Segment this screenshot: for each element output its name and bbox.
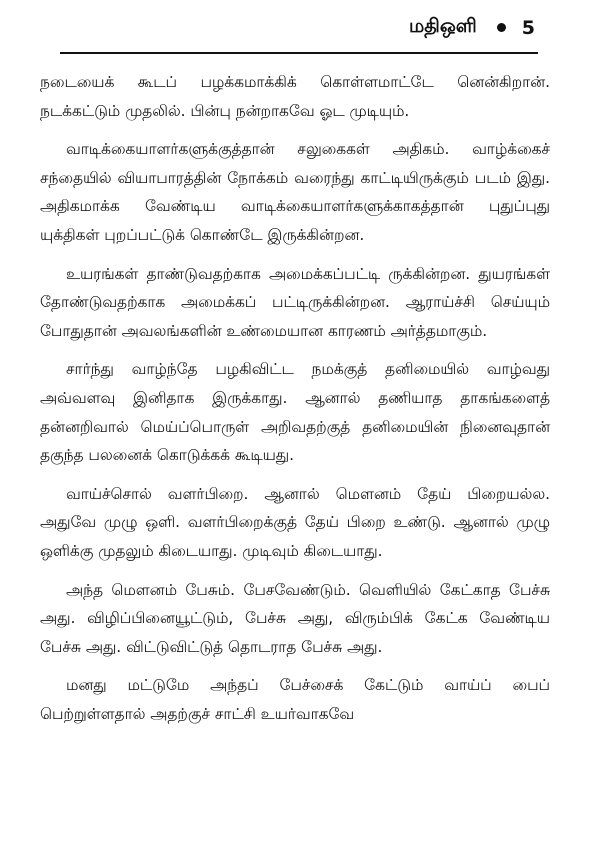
paragraph-6: அந்த மௌனம் பேசும். பேசவேண்டும். வெளியில் கேட்காத பேச்சு அது. விழிப்பினையூட்டும், பேச்சு அது, விரும்பிக் கேட்க வேண்டிய பேச்சு அது. விட்டுவிட்டுத் தொடராத பேச்சு அது. bbox=[40, 580, 550, 656]
page-number: 5 bbox=[521, 16, 535, 39]
paragraph-2: வாடிக்கையாளர்களுக்குத்தான் சலுகைகள் அதிகம். வாழ்க்கைச் சந்தையில் வியாபாரத்தின் நோக்கம் வரைந்து காட்டியிருக்கும் படம் இது. அதிகமாக்க வேண்டிய வாடிக்கையாளர்களுக்காகத்தான் புதுப்புது யுக்திகள் புறப்பட்டுக் கொண்டே இருக்கின்றன. bbox=[40, 140, 550, 244]
paragraph-1: நடையைக் கூடப் பழக்கமாக்கிக் கொள்ளமாட்டே னென்கிறான். நடக்கட்டும் முதலில். பின்பு நன்றாகவே ஓட முடியும். bbox=[40, 73, 550, 120]
paragraph-3: உயரங்கள் தாண்டுவதற்காக அமைக்கப்பட்டி ருக்கின்றன. துயரங்கள் தோண்டுவதற்காக அமைக்கப் பட்டிருக்கின்றன. ஆராய்ச்சி செய்யும் போதுதான் அவலங்களின் உண்மையான காரணம் அர்த்தமாகும். bbox=[40, 264, 550, 340]
paragraph-5: வாய்ச்சொல் வளர்பிறை. ஆனால் மௌனம் தேய் பிறையல்ல. அதுவே முழு ஒளி. வளர்பிறைக்குத் தேய் பிறை உண்டு. ஆனால் முழு ஒளிக்கு முதலும் கிடையாது. முடிவும் கிடையாது. bbox=[40, 484, 550, 560]
running-header bbox=[409, 15, 535, 40]
paragraph-4: சார்ந்து வாழ்ந்தே பழகிவிட்ட நமக்குத் தனிமையில் வாழ்வது அவ்வளவு இனிதாக இருக்காது. ஆனால் தணியாத தாகங்களைத் தன்னறிவால் மெய்ப்பொருள் அறிவதற்குத் தனிமையின் நினைவுதான் தகுந்த பலனைக் கொடுக்கக் கூடியது. bbox=[40, 360, 550, 465]
bullet-icon bbox=[497, 23, 506, 32]
book-title: மதிஒளி bbox=[408, 15, 477, 37]
page-body bbox=[40, 68, 550, 738]
paragraph-7: மனது மட்டுமே அந்தப் பேச்சைக் கேட்டும் வாய்ப் பைப் பெற்றுள்ளதால் அதற்குச் சாட்சி உயர்வாகவே bbox=[40, 676, 550, 723]
header-rule bbox=[60, 52, 538, 54]
